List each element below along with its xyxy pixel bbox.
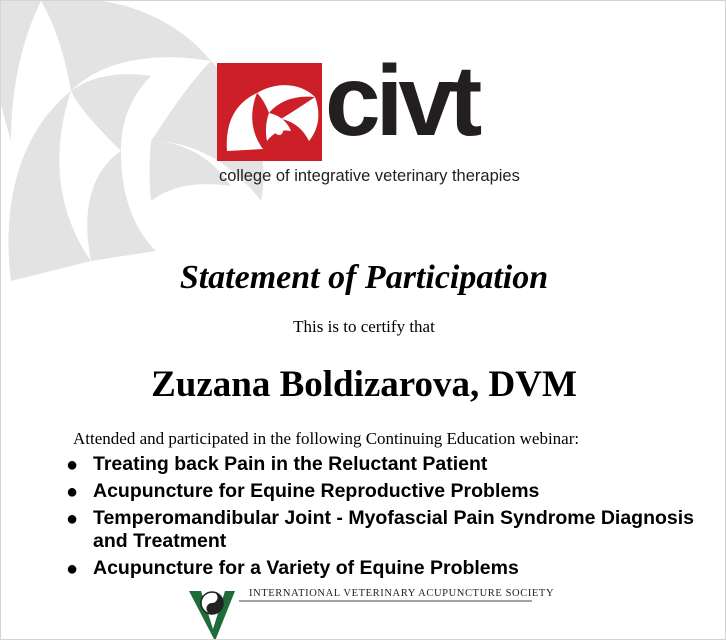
certify-line: This is to certify that: [293, 317, 435, 336]
bullet-icon: ●: [66, 507, 79, 530]
certificate-title: Statement of Participation: [179, 259, 549, 296]
civt-logo: [217, 45, 520, 193]
logo-tagline: college of integrative veterinary therapies: [219, 167, 520, 185]
course-title: Acupuncture for a Variety of Equine Problems: [93, 557, 519, 580]
attended-line: Attended and participated in the following Continuing Education webinar:: [73, 429, 580, 448]
course-title: Treating back Pain in the Reluctant Patient: [93, 453, 488, 475]
bullet-icon: ●: [66, 454, 79, 476]
list-item: [63, 557, 713, 581]
shell-logo-icon: [217, 63, 322, 161]
logo-wordmark: civt: [325, 45, 478, 157]
bullet-icon: ●: [66, 480, 79, 503]
list-item: [63, 480, 713, 504]
list-item: [63, 453, 713, 477]
bullet-icon: ●: [66, 558, 79, 581]
course-list: [63, 453, 713, 584]
list-item: [63, 507, 713, 555]
ivas-text: INTERNATIONAL VETERINARY ACUPUNCTURE SOCIETY: [249, 588, 555, 599]
course-title: Temperomandibular Joint - Myofascial Pain Syndrome Diagnosis and Treatment: [93, 506, 695, 553]
recipient-name: Zuzana Boldizarova, DVM: [151, 364, 577, 405]
course-title: Acupuncture for Equine Reproductive Problems: [93, 479, 540, 502]
